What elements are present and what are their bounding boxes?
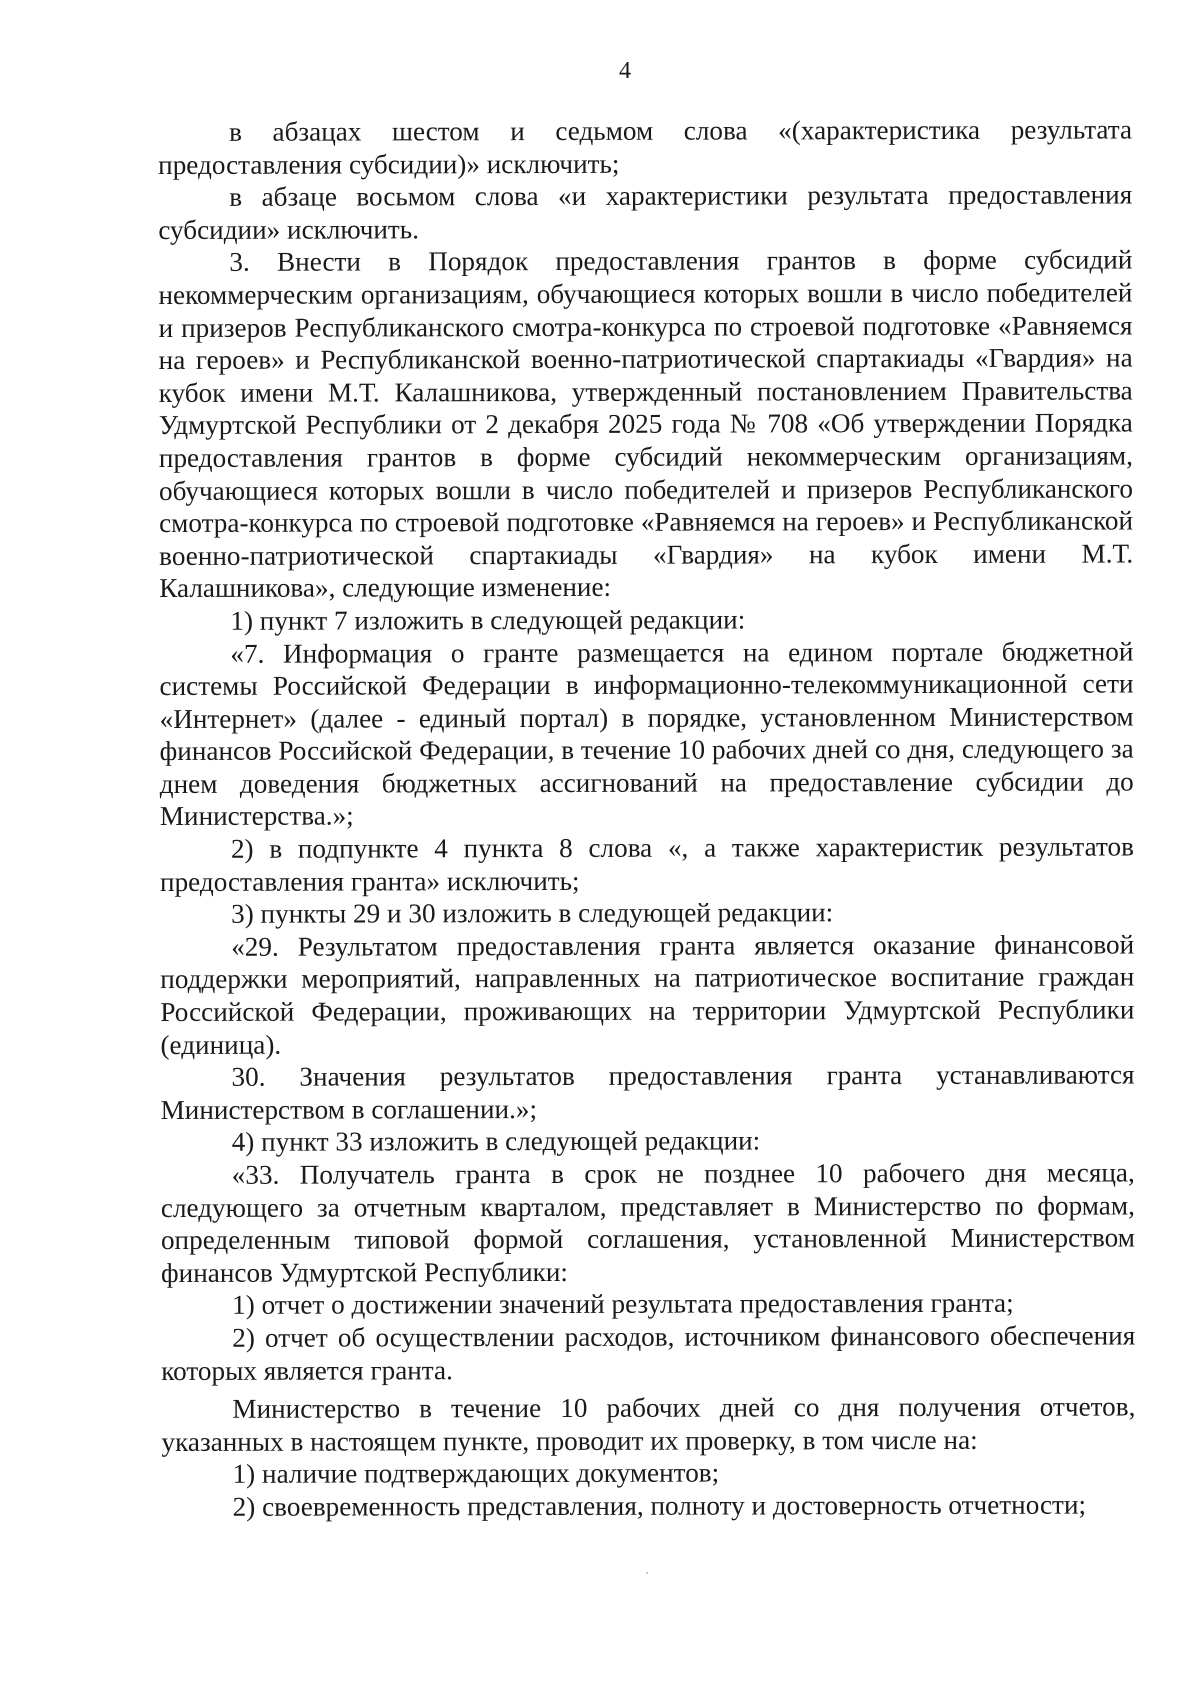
paragraph-7: 3) пункты 29 и 30 изложить в следующей редакции: bbox=[231, 897, 834, 930]
page-number: 4 bbox=[619, 58, 631, 84]
paragraph-15: 1) наличие подтверждающих документов; bbox=[232, 1457, 720, 1490]
paragraph-14: Министерство в течение 10 рабочих дней со дня получения отчетов, указанных в настоящем пункте, проводит их проверку, в том числе на: bbox=[161, 1391, 1136, 1457]
paragraph-1: в абзацах шестом и седьмом слова «(характеристика результата предоставления субсидии)» исключить; bbox=[158, 114, 1133, 180]
paragraph-3: 3. Внести в Порядок предоставления грантов в форме субсидий некоммерческим организациям, обучающиеся которых вошли в число победителей и призеров Республиканского смотра-конкурса по строевой подготовке «Равняемся на героев» и Республиканской военно-патриотической спартакиады «Гвардия» на кубок имени М.Т. Калашникова, утвержденный постановлением Правительства Удмуртской Республики от 2 декабря 2025 года № 708 «Об утверждении Порядка предоставления грантов в форме субсидий некоммерческим организациям, обучающиеся которых вошли в число победителей и призеров Республиканского смотра-конкурса по строевой подготовке «Равняемся на героев» и Республиканской военно-патриотической спартакиады «Гвардия» на кубок имени М.Т. Калашникова», следующие изменение: bbox=[158, 244, 1134, 604]
paragraph-5: «7. Информация о гранте размещается на едином портале бюджетной системы Российской Федерации в информационно-телекоммуникационной сети «Интернет» (далее - единый портал) в порядке, установленном Министерством финансов Российской Федерации, в течение 10 рабочих дней со дня, следующего за днем доведения бюджетных ассигнований на предоставление субсидии до Министерства.»; bbox=[159, 635, 1134, 832]
paragraph-16: 2) своевременность представления, полноту и достоверность отчетности; bbox=[232, 1489, 1087, 1522]
paragraph-9: 30. Значения результатов предоставления гранта устанавливаются Министерством в соглашении.»; bbox=[160, 1059, 1135, 1125]
paragraph-4: 1) пункт 7 изложить в следующей редакции: bbox=[230, 604, 746, 636]
paragraph-12: 1) отчет о достижении значений результата предоставления гранта; bbox=[232, 1288, 1014, 1321]
paragraph-6: 2) в подпункте 4 пункта 8 слова «, а также характеристик результатов предоставления гранта» исключить; bbox=[159, 831, 1134, 897]
scan-speck bbox=[646, 1572, 648, 1574]
paragraph-11: «33. Получатель гранта в срок не позднее 10 рабочего дня месяца, следующего за отчетным кварталом, представляет в Министерство по формам, определенным типовой формой соглашения, установленной Министерством финансов Удмуртской Республики: bbox=[160, 1157, 1135, 1288]
paragraph-2: в абзаце восьмом слова «и характеристики результата предоставления субсидии» исключить. bbox=[158, 179, 1133, 245]
paragraph-13: 2) отчет об осуществлении расходов, источником финансового обеспечения которых является гранта. bbox=[161, 1320, 1136, 1386]
document-body bbox=[158, 113, 1136, 1523]
paragraph-10: 4) пункт 33 изложить в следующей редакции: bbox=[231, 1125, 761, 1158]
paragraph-8: «29. Результатом предоставления гранта является оказание финансовой поддержки мероприятий, направленных на патриотическое воспитание граждан Российской Федерации, проживающих на территории Удмуртской Республики (единица). bbox=[160, 929, 1135, 1060]
